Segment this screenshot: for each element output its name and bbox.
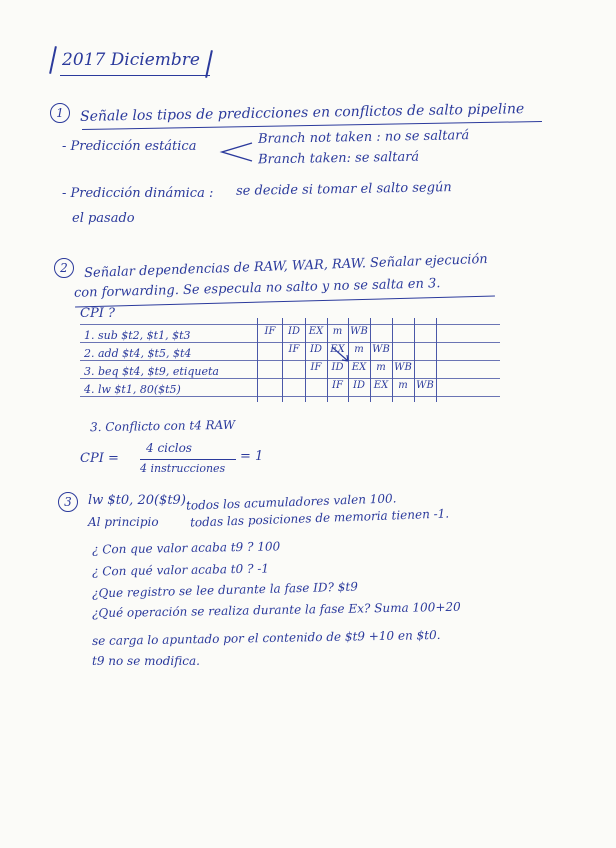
table-line-2 [80,360,500,361]
q1-static-opt1: Branch not taken : no se saltará [257,128,470,147]
cpi-label: CPI = [80,451,119,466]
page-title: 2017 Diciembre [62,50,200,70]
q1-question: Señale los tipos de predicciones en conflictos de salto pipeline [79,101,525,125]
stage-r2-id: ID [310,344,322,355]
stage-r4-wb: WB [416,380,434,391]
q3-line1: lw $t0, 20($t9). [88,493,191,508]
stage-r4-if: IF [332,380,343,391]
q2-number-circle: 2 [54,258,74,278]
stage-r2-wb: WB [372,344,390,355]
stage-r4-ex: EX [373,380,389,391]
instruction-4: 4. lw $t1, 80($t5) [84,383,181,396]
stage-r4-id: ID [353,380,365,391]
q2-line2: con forwarding. Se especula no salto y no se salta en 3. [73,276,441,301]
q3-answer-4: ¿Qué operación se realiza durante la fase Ex? Suma 100+20 [91,599,461,621]
q3-answer-5: se carga lo apuntado por el contenido de $t9 +10 en $t0. [91,627,441,649]
q2-cpi-question: CPI ? [80,306,115,321]
q3-answer-1: ¿ Con que valor acaba t9 ? 100 [91,539,281,557]
cpi-denominator: 4 instrucciones [140,462,226,475]
q3-line2c: todas las posiciones de memoria tienen -1. [189,506,450,530]
stage-r3-wb: WB [394,362,412,373]
stage-r1-ex: EX [308,326,324,337]
cpi-fraction-line [140,459,236,460]
stage-r2-m: m [354,344,364,355]
title-underline [60,75,210,76]
q1-dynamic-label: - Predicción dinámica : [62,186,214,201]
stage-r3-ex: EX [351,362,367,373]
table-col-8 [436,318,437,402]
table-line-3 [80,378,500,379]
q3-answer-6: t9 no se modifica. [92,654,200,668]
q3-answer-2: ¿ Con qué valor acaba t0 ? -1 [91,561,270,579]
instruction-1: 1. sub $t2, $t1, $t3 [84,329,191,342]
stage-r3-id: ID [331,362,344,373]
instruction-3: 3. beq $t4, $t9, etiqueta [84,365,219,378]
cpi-result: = 1 [240,449,264,464]
q1-number-circle: 1 [50,103,70,123]
q3-answer-3: ¿Que registro se lee durante la fase ID? $t9 [91,579,359,601]
stage-r1-id: ID [288,326,300,337]
q1-dynamic-text2: el pasado [72,211,135,226]
title-slash-left [49,46,57,74]
stage-r1-wb: WB [350,326,368,337]
stage-r3-m: m [376,362,386,373]
q2-line1: Señalar dependencias de RAW, WAR, RAW. Señalar ejecución [83,251,488,282]
cpi-numerator: 4 ciclos [146,441,192,455]
stage-r2-ex: EX [330,344,345,355]
forwarding-arrow-icon [330,345,354,365]
table-line-4 [80,396,500,397]
q3-line2b: Al principio [88,515,159,529]
q1-dynamic-text1: se decide si tomar el salto según [235,180,452,199]
branch-brace-icon [218,137,254,167]
instruction-2: 2. add $t4, $t5, $t4 [84,347,192,360]
q3-line2a: todos los acumuladores valen 100. [185,491,397,513]
q3-number-circle: 3 [58,492,78,512]
stage-r1-m: m [332,326,343,337]
q2-conflict: 3. Conflicto con t4 RAW [89,417,236,435]
stage-r3-if: IF [310,362,322,373]
stage-r4-m: m [398,380,408,391]
q1-static-opt2: Branch taken: se saltará [257,149,420,168]
title-slash-right [205,50,213,78]
stage-r1-if: IF [264,326,276,337]
stage-r2-if: IF [288,344,300,355]
q1-static-label: - Predicción estática [62,139,197,154]
